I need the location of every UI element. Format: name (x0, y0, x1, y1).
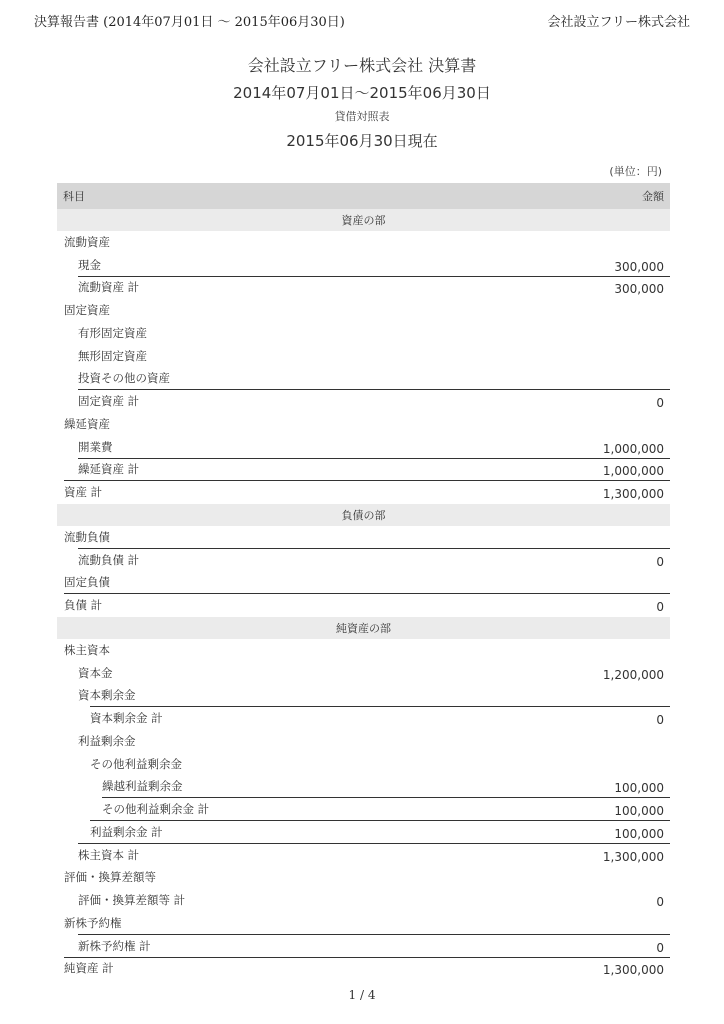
table-header (57, 183, 670, 209)
row-label: 現金 (78, 257, 101, 272)
table-row (57, 231, 670, 254)
row-amount: 0 (656, 396, 664, 410)
row-label: 株主資本 (64, 642, 110, 657)
table-row (57, 798, 670, 821)
row-amount: 100,000 (614, 781, 664, 796)
running-header-left: 決算報告書 (2014年07月01日 〜 2015年06月30日) (34, 15, 345, 30)
row-label: 開業費 (78, 439, 113, 454)
row-amount: 1,300,000 (602, 487, 664, 501)
section-header: 負債の部 (57, 504, 670, 526)
table-row (57, 776, 670, 799)
page-number: 1 / 4 (348, 988, 376, 1002)
row-label: 有形固定資産 (78, 325, 147, 340)
row-label: 利益剰余金 (78, 733, 136, 748)
section-header: 資産の部 (57, 209, 670, 231)
row-label: 投資その他の資産 (78, 371, 170, 386)
row-label: 負債 計 (64, 598, 103, 612)
row-label: その他利益剰余金 (90, 756, 182, 771)
table-row (57, 707, 670, 730)
table-row (57, 322, 670, 345)
row-label: 固定資産 計 (78, 394, 140, 408)
row-amount: 0 (656, 895, 664, 909)
row-label: 流動負債 (64, 529, 110, 544)
row-amount: 0 (656, 600, 664, 614)
table-row (57, 549, 670, 572)
row-label: 利益剰余金 計 (90, 824, 163, 839)
unit-label: (単位：円) (609, 165, 662, 178)
row-amount: 0 (656, 940, 664, 955)
row-amount: 1,300,000 (602, 849, 664, 864)
row-label: 株主資本 計 (78, 847, 140, 862)
table-row (57, 867, 670, 890)
row-amount: 1,000,000 (602, 464, 664, 479)
row-label: 新株予約権 計 (78, 938, 151, 953)
row-label: 無形固定資産 (78, 348, 147, 363)
table-row (57, 912, 670, 935)
row-label: 評価・換算差額等 計 (78, 893, 186, 907)
table-row (57, 821, 670, 844)
table-row (57, 436, 670, 459)
table-row (57, 345, 670, 368)
row-label: 資本金 (78, 665, 113, 680)
row-amount: 0 (656, 713, 664, 727)
fiscal-period: 2014年07月01日〜2015年06月30日 (233, 84, 491, 102)
table-row (57, 481, 670, 504)
row-amount: 1,300,000 (602, 963, 664, 978)
table-row (57, 958, 670, 981)
table-row (57, 572, 670, 595)
table-row (57, 390, 670, 413)
table-row (57, 639, 670, 662)
table-row (57, 459, 670, 482)
table-row (57, 730, 670, 753)
row-label: 繰延資産 (64, 416, 110, 431)
table-row (57, 368, 670, 391)
section-header: 純資産の部 (57, 617, 670, 639)
statement-name: 貸借対照表 (334, 110, 390, 123)
row-label: 流動負債 計 (78, 552, 140, 567)
row-label: 流動資産 計 (78, 280, 140, 295)
column-header-item: 科目 (63, 190, 85, 203)
row-label: 資本剰余金 (78, 688, 136, 703)
row-label: 固定負債 (64, 575, 110, 590)
running-header-company: 会社設立フリー株式会社 (547, 15, 690, 30)
row-label: 繰越利益剰余金 (102, 779, 183, 794)
row-amount: 1,000,000 (602, 441, 664, 456)
row-amount: 100,000 (614, 826, 664, 841)
table-row (57, 685, 670, 708)
table-row (57, 889, 670, 912)
document-title: 会社設立フリー株式会社 決算書 (247, 56, 477, 75)
table-row (57, 662, 670, 685)
table-row (57, 277, 670, 300)
row-amount: 0 (656, 554, 664, 569)
table-row (57, 935, 670, 958)
row-label: 純資産 計 (64, 961, 114, 976)
row-label: 資産 計 (64, 485, 103, 499)
table-row (57, 254, 670, 277)
row-label: 資本剰余金 計 (90, 711, 163, 725)
table-body (57, 209, 670, 980)
row-label: 繰延資産 計 (78, 462, 140, 477)
row-amount: 300,000 (614, 282, 664, 297)
balance-sheet-table (57, 183, 670, 980)
row-label: 固定資産 (64, 303, 110, 317)
table-row (57, 594, 670, 617)
row-amount: 100,000 (614, 804, 664, 818)
table-row (57, 753, 670, 776)
table-row (57, 299, 670, 322)
column-header-amount: 金額 (642, 190, 664, 203)
table-row (57, 413, 670, 436)
row-amount: 300,000 (614, 259, 664, 274)
row-label: 新株予約権 (64, 915, 122, 930)
row-amount: 1,200,000 (602, 667, 664, 682)
row-label: その他利益剰余金 計 (102, 802, 210, 816)
table-row (57, 526, 670, 549)
as-of-date: 2015年06月30日現在 (286, 132, 438, 150)
row-label: 評価・換算差額等 (64, 870, 156, 885)
row-label: 流動資産 (64, 234, 110, 249)
table-row (57, 844, 670, 867)
